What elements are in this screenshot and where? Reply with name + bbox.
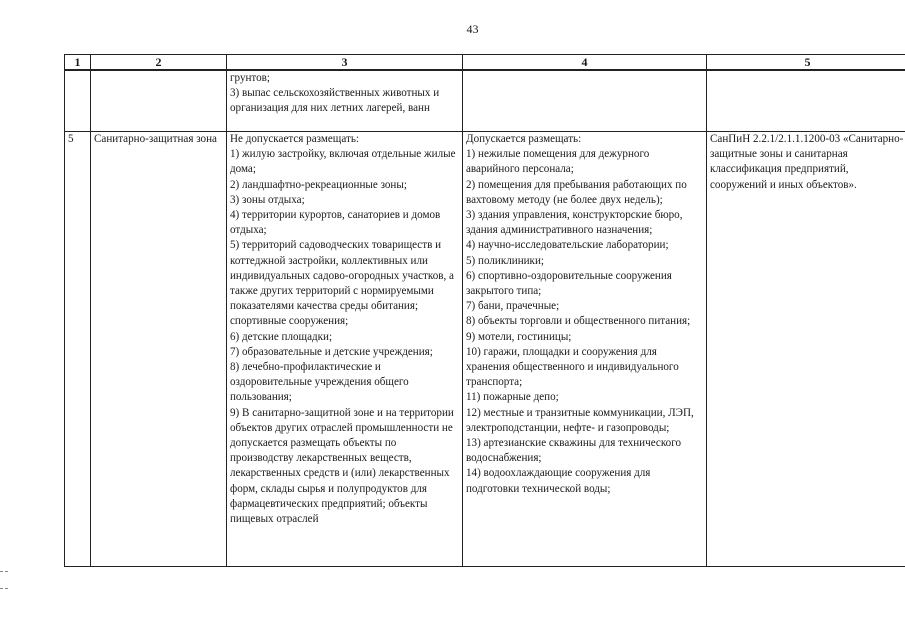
table-row-sanitary-zone [65, 132, 905, 567]
column-header-1: 1 [65, 55, 91, 71]
cell-zone-name [91, 70, 227, 132]
cell-permitted [463, 70, 707, 132]
column-header-4: 4 [463, 55, 707, 71]
cell-number [65, 70, 91, 132]
regulation-table [64, 54, 905, 567]
scan-edge-mark [0, 571, 8, 572]
cell-regulation: СанПиН 2.2.1/2.1.1.1200-03 «Санитарно-защитные зоны и санитарная классификация предприятий, сооружений и иных объектов». [707, 132, 905, 567]
table-header-row [65, 55, 905, 71]
column-header-2: 2 [91, 55, 227, 71]
column-header-3: 3 [227, 55, 463, 71]
page-number: 43 [466, 22, 479, 36]
table-row-continuation [65, 70, 905, 132]
cell-regulation [707, 70, 905, 132]
cell-permitted: Допускается размещать: 1) нежилые помещения для дежурного аварийного персонала; 2) помещения для пребывания работающих по вахтовому методу (не более двух недель); 3) здания управления, конструкторские бюро, здания административного назначения; 4) научно-исследовательские лаборатории; 5) поликлиники; 6) спортивно-оздоровительные сооружения закрытого типа; 7) бани, прачечные; 8) объекты торговли и общественного питания; 9) мотели, гостиницы; 10) гаражи, площадки и сооружения для хранения общественного и индивидуального транспорта; 11) пожарные депо; 12) местные и транзитные коммуникации, ЛЭП, электроподстанции, нефте- и газопроводы; 13) артезианские скважины для технического водоснабжения; 14) водоохлаждающие сооружения для подготовки технической воды; [463, 132, 707, 567]
cell-prohibited: Не допускается размещать: 1) жилую застройку, включая отдельные жилые дома; 2) ландшафтно-рекреационные зоны; 3) зоны отдыха; 4) территории курортов, санаториев и домов отдыха; 5) территорий садоводческих товариществ и коттеджной застройки, коллективных или индивидуальных садово-огородных участков, а также других территорий с нормируемыми показателями качества среды обитания; спортивные сооружения; 6) детские площадки; 7) образовательные и детские учреждения; 8) лечебно-профилактические и оздоровительные учреждения общего пользования; 9) В санитарно-защитной зоне и на территории объектов других отраслей промышленности не допускается размещать объекты по производству лекарственных веществ, лекарственных средств и (или) лекарственных форм, склады сырья и полупродуктов для фармацевтических предприятий; объекты пищевых отраслей [227, 132, 463, 567]
cell-zone-name: Санитарно-защитная зона [91, 132, 227, 567]
column-header-5: 5 [707, 55, 905, 71]
scan-edge-mark [0, 588, 8, 589]
cell-number: 5 [65, 132, 91, 567]
cell-prohibited: грунтов; 3) выпас сельскохозяйственных животных и организация для них летних лагерей, ванн [227, 70, 463, 132]
